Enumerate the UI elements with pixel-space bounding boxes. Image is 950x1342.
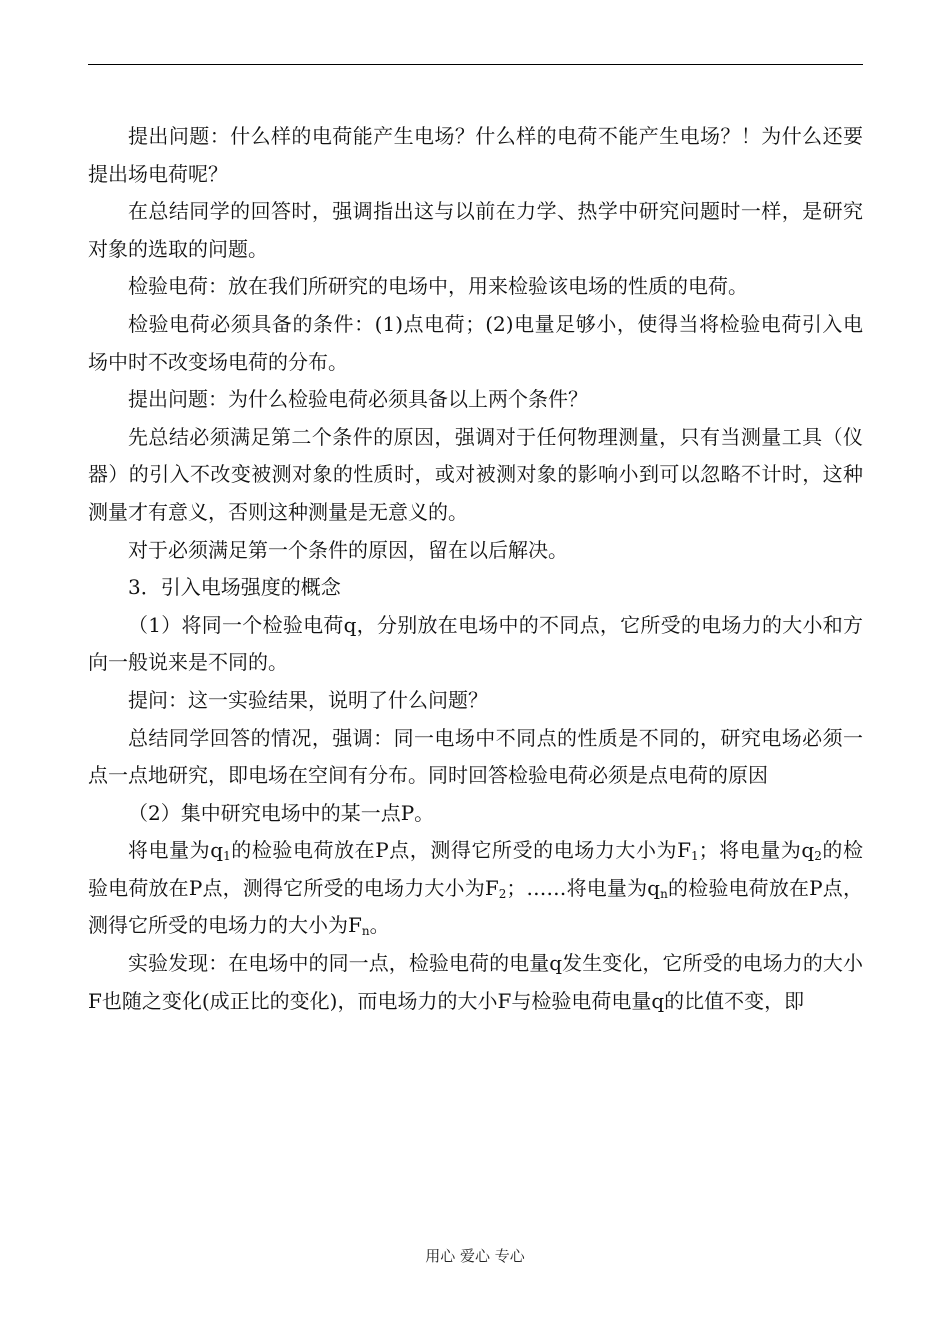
header-rule [88, 64, 863, 65]
text-run: ；将电量为q [698, 838, 815, 863]
subscript: n [361, 924, 370, 939]
page-footer: 用心 爱心 专心 [425, 1247, 525, 1265]
body-text [88, 118, 863, 1020]
paragraph: 总结同学回答的情况，强调：同一电场中不同点的性质是不同的，研究电场必须一点一点地研究，即电场在空间有分布。同时回答检验电荷必须是点电荷的原因 [88, 725, 863, 788]
paragraph: 检验电荷必须具备的条件：(1)点电荷；(2)电量足够小，使得当将检验电荷引入电场中时不改变场电荷的分布。 [88, 311, 863, 374]
subscript: n [660, 886, 668, 901]
paragraph: 提问：这一实验结果，说明了什么问题？ [128, 687, 488, 712]
subscript: 1 [223, 849, 231, 864]
paragraph: 先总结必须满足第二个条件的原因，强调对于任何物理测量，只有当测量工具（仪器）的引入不改变被测对象的性质时，或对被测对象的影响小到可以忽略不计时，这种测量才有意义，否则这种测量是无意义的。 [88, 424, 863, 524]
text-run: 的检验电荷放在P点，测得它所受的电场力大小为F [88, 838, 863, 900]
paragraph: 在总结同学的回答时，强调指出这与以前在力学、热学中研究问题时一样，是研究对象的选取的问题。 [88, 199, 863, 261]
text-run: ；……将电量为q [506, 875, 661, 900]
subscript: 1 [690, 849, 699, 864]
text-run: 的检验电荷放在P点，测得它所受的电场力的大小为F [88, 875, 863, 938]
section-heading: 3．引入电场强度的概念 [128, 575, 341, 600]
paragraph-measurement [88, 832, 863, 945]
paragraph: 提出问题：为什么检验电荷必须具备以上两个条件？ [128, 387, 588, 412]
text-run: 。 [369, 913, 390, 938]
paragraph: 提出问题：什么样的电荷能产生电场？什么样的电荷不能产生电场？！为什么还要提出场电荷呢？ [88, 124, 863, 186]
paragraph: （1）将同一个检验电荷q，分别放在电场中的不同点，它所受的电场力的大小和方向一般说来是不同的。 [88, 612, 863, 675]
paragraph: 检验电荷：放在我们所研究的电场中，用来检验该电场的性质的电荷。 [128, 274, 748, 299]
subscript: 2 [498, 886, 507, 901]
paragraph: （2）集中研究电场中的某一点P。 [128, 800, 435, 825]
text-run: 的检验电荷放在P点，测得它所受的电场力大小为F [230, 838, 691, 863]
paragraph: 实验发现：在电场中的同一点，检验电荷的电量q发生变化，它所受的电场力的大小F也随之变化(成正比的变化)，而电场力的大小F与检验电荷电量q的比值不变，即 [88, 951, 863, 1013]
subscript: 2 [814, 849, 822, 864]
paragraph: 对于必须满足第一个条件的原因，留在以后解决。 [128, 537, 568, 562]
text-run: 将电量为q [128, 838, 224, 863]
